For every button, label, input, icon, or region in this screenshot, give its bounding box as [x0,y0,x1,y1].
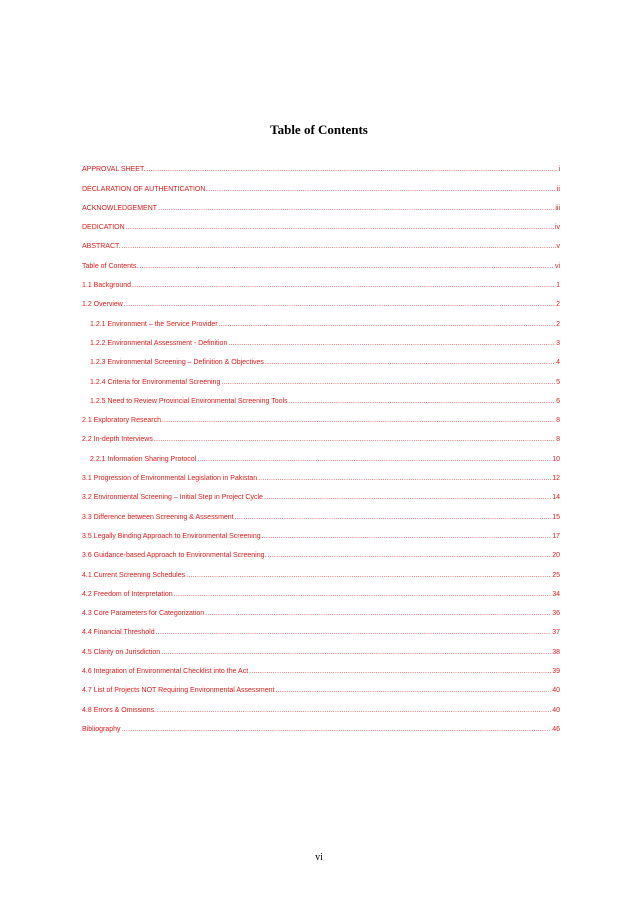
toc-leader-dots [126,223,554,232]
toc-entry-label: 4.6 Integration of Environmental Checklist into the Act [82,668,249,676]
toc-leader-dots [235,513,552,522]
toc-entry-label: 1.2.5 Need to Review Provincial Environmental Screening Tools [90,397,288,405]
toc-leader-dots [132,281,555,290]
toc-leader-dots [157,706,551,715]
toc-entry[interactable] [82,367,560,386]
toc-entry-page: 15 [552,513,560,521]
toc-leader-dots [122,725,552,734]
toc-entry-label: Bibliography [82,725,121,733]
toc-entry-page: 5 [556,378,560,386]
toc-entry-label: 4.4 Financial Threshold [82,629,155,637]
toc-leader-dots [158,204,554,213]
toc-entry-label: 4.2 Freedom of Interpretation [82,590,173,598]
toc-entry[interactable] [82,464,560,483]
toc-entry[interactable] [82,483,560,502]
toc-entry[interactable] [82,290,560,309]
toc-leader-dots [154,435,555,444]
toc-entry[interactable] [82,232,560,251]
toc-entry-label: 1.1 Background [82,282,132,290]
toc-entry[interactable] [82,657,560,676]
toc-entry-page: 6 [556,397,560,405]
toc-leader-dots [139,262,554,271]
toc-entry-label: 1.2.1 Environment – the Service Provider [90,320,218,328]
toc-entry-label: 3.2 Environmental Screening – Initial Step in Project Cycle [82,494,263,502]
toc-entry-page: 1 [556,282,560,290]
toc-entry-page: 20 [552,552,560,560]
toc-list [82,155,560,734]
toc-heading: Table of Contents [270,122,368,137]
toc-entry-label: 4.5 Clarity on Jurisdiction [82,648,161,656]
toc-entry[interactable] [82,251,560,270]
toc-entry-label: 4.3 Core Parameters for Categorization [82,610,205,618]
toc-entry[interactable] [82,560,560,579]
toc-entry[interactable] [82,194,560,213]
toc-entry[interactable] [82,425,560,444]
toc-entry-label: 3.1 Progression of Environmental Legislation in Pakistan [82,475,258,483]
toc-entry-page: iii [555,204,560,212]
toc-leader-dots [228,339,555,348]
toc-leader-dots [219,320,555,329]
toc-entry-label: DEDICATION [82,224,125,232]
toc-leader-dots [264,493,551,502]
toc-entry-page: v [556,243,560,251]
toc-entry-page: 12 [552,475,560,483]
toc-leader-dots [249,667,551,676]
toc-entry[interactable] [82,676,560,695]
toc-entry-page: 34 [552,590,560,598]
toc-entry-page: 40 [552,706,560,714]
toc-entry-page: 46 [552,725,560,733]
toc-leader-dots [289,397,556,406]
toc-leader-dots [174,590,552,599]
toc-entry-label: 1.2 Overview [82,301,123,309]
toc-entry-label: 3.3 Difference between Screening & Assessment [82,513,234,521]
toc-entry-page: vi [554,262,560,270]
toc-entry-label: ACKNOWLEDGEMENT [82,204,158,212]
toc-entry[interactable] [82,348,560,367]
toc-entry-label: 2.1 Exploratory Research. [82,417,163,425]
toc-entry-page: ii [556,185,560,193]
toc-entry[interactable] [82,174,560,193]
toc-entry-page: 10 [552,455,560,463]
toc-entry-label: 2.2.1 Information Sharing Protocol [90,455,197,463]
toc-entry[interactable] [82,444,560,463]
toc-entry-label: DECLARATION OF AUTHENTICATION. [82,185,208,193]
toc-entry-page: 38 [552,648,560,656]
toc-entry[interactable] [82,213,560,232]
toc-leader-dots [208,185,556,194]
toc-entry-page: 17 [552,532,560,540]
toc-entry-label: APPROVAL SHEET. [82,166,146,174]
toc-leader-dots [156,628,552,637]
toc-leader-dots [267,551,551,560]
toc-entry-page: 8 [556,417,560,425]
toc-entry-label: 1.2.3 Environmental Screening – Definition & Objectives [90,359,264,367]
toc-entry-page: 4 [556,359,560,367]
toc-entry[interactable] [82,522,560,541]
toc-entry-label: 3.5 Legally Binding Approach to Environmental Screening [82,532,261,540]
toc-leader-dots [161,648,551,657]
toc-leader-dots [275,686,551,695]
toc-entry-page: 2 [556,301,560,309]
toc-entry-page: iv [554,224,560,232]
toc-leader-dots [265,358,555,367]
toc-entry-page: 36 [552,610,560,618]
toc-entry[interactable] [82,541,560,560]
toc-leader-dots [164,416,555,425]
toc-entry[interactable] [82,309,560,328]
toc-leader-dots [124,300,555,309]
toc-entry-page: 8 [556,436,560,444]
toc-entry[interactable] [82,329,560,348]
toc-entry-page: 2 [556,320,560,328]
toc-entry-page: 39 [552,668,560,676]
toc-entry[interactable] [82,580,560,599]
toc-entry[interactable] [82,502,560,521]
toc-entry[interactable] [82,695,560,714]
toc-entry[interactable] [82,155,560,174]
toc-leader-dots [122,242,556,251]
toc-entry-page: 40 [552,687,560,695]
toc-entry-page: 37 [552,629,560,637]
toc-entry-page: 3 [556,339,560,347]
toc-entry-label: Table of Contents. [82,262,139,270]
toc-entry-label: 3.6 Guidance-based Approach to Environmental Screening. [82,552,267,560]
toc-entry-label: ABSTRACT. [82,243,121,251]
toc-entry-label: 2.2 In-depth Interviews [82,436,153,444]
toc-entry[interactable] [82,271,560,290]
toc-entry-label: 1.2.2 Environmental Assessment - Definition [90,339,228,347]
toc-entry-label: 4.7 List of Projects NOT Requiring Environmental Assessment [82,687,275,695]
toc-entry-label: 4.8 Errors & Omissions. [82,706,156,714]
page-number: vi [315,852,323,863]
toc-entry[interactable] [82,387,560,406]
toc-entry-page: 14 [552,494,560,502]
toc-entry-label: 1.2.4 Criteria for Environmental Screening [90,378,221,386]
toc-entry[interactable] [82,618,560,637]
toc-entry-label: 4.1 Current Screening Schedules [82,571,186,579]
toc-leader-dots [262,532,552,541]
toc-entry[interactable] [82,637,560,656]
toc-entry[interactable] [82,715,560,734]
toc-leader-dots [197,455,551,464]
toc-entry[interactable] [82,406,560,425]
toc-leader-dots [205,609,551,618]
toc-entry-page: i [558,166,560,174]
toc-entry-page: 25 [552,571,560,579]
toc-leader-dots [258,474,551,483]
toc-leader-dots [186,571,551,580]
toc-leader-dots [146,165,557,174]
toc-leader-dots [221,378,555,387]
toc-entry[interactable] [82,599,560,618]
